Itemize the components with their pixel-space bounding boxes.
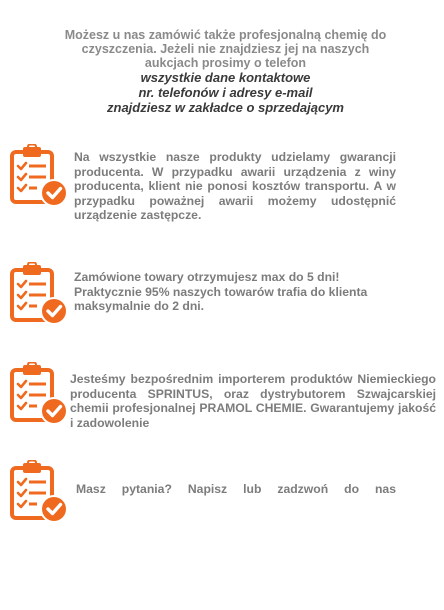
- warranty-section: [0, 144, 444, 222]
- clipboard-check-icon: [8, 362, 70, 426]
- clipboard-check-icon: [8, 460, 70, 524]
- contact-line-3: znajdziesz w zakładce o sprzedającym: [107, 100, 344, 115]
- contact-section: [0, 460, 444, 530]
- contact-line-2: nr. telefonów i adresy e-mail: [138, 85, 313, 100]
- delivery-section: [0, 262, 444, 332]
- warranty-text: Na wszystkie nasze produkty udzielamy gwarancji producenta. W przypadku awarii urządzenia z winy producenta, klient nie ponosi kosztów transportu. A w przypadku poważnej awarii możemy udostępnić urządzenie zastępcze.: [74, 150, 396, 222]
- contact-line-1: wszystkie dane kontaktowe: [140, 70, 311, 85]
- intro-block: [58, 28, 393, 115]
- importer-section: [0, 362, 444, 432]
- clipboard-check-icon: [8, 262, 70, 326]
- clipboard-check-icon: [8, 144, 70, 208]
- intro-text: Możesz u nas zamówić także profesjonalną chemię do czyszczenia. Jeżeli nie znajdziesz jej na naszych aukcjach prosimy o telefon: [64, 28, 387, 70]
- contact-text: Masz pytania? Napisz lub zadzwoń do nas: [76, 482, 396, 496]
- importer-text: Jesteśmy bezpośrednim importerem produktów Niemieckiego producenta SPRINTUS, oraz dystrybutorem Szwajcarskiej chemii profesjonalnej PRAMOL CHEMIE. Gwarantujemy jakość i zadowolenie: [70, 372, 436, 430]
- delivery-text: Zamówione towary otrzymujesz max do 5 dni! Praktycznie 95% naszych towarów trafia do klienta maksymalnie do 2 dni.: [74, 270, 368, 313]
